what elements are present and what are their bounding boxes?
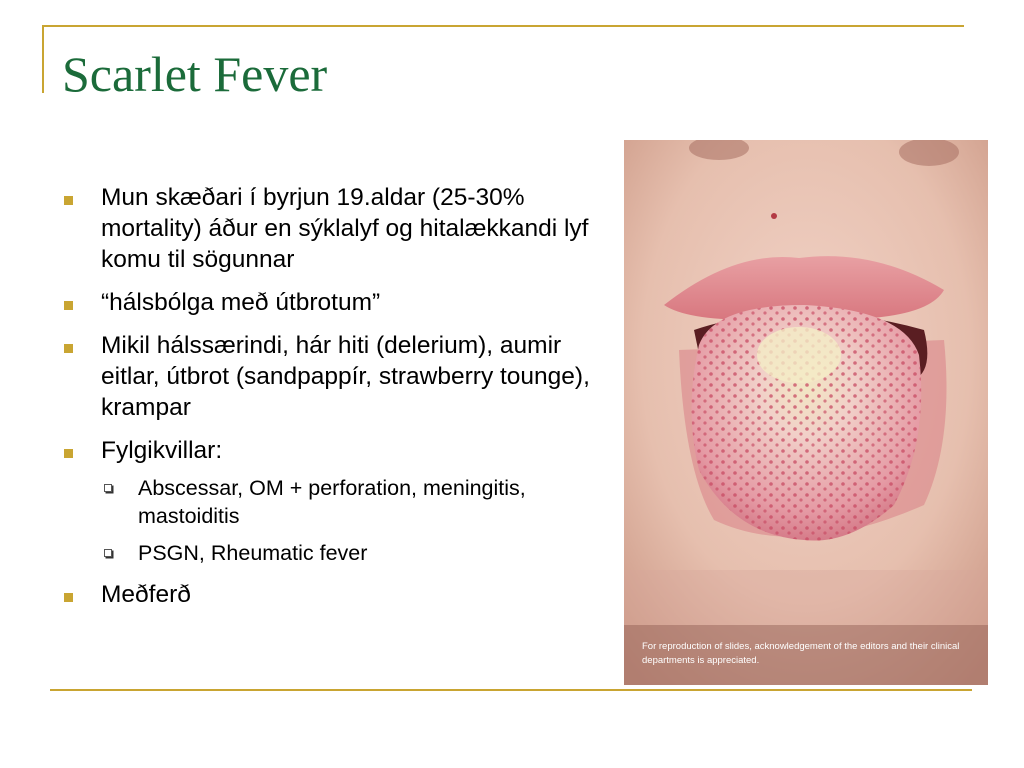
bullet-item (60, 182, 590, 275)
square-bullet-icon (64, 301, 73, 310)
bullet-item (60, 579, 590, 610)
bullet-text: Mun skæðari í byrjun 19.aldar (25-30% mortality) áður en sýklalyf og hitalækkandi lyf komu til sögunnar (101, 184, 589, 273)
square-bullet-icon (64, 593, 73, 602)
bullet-text: Meðferð (101, 581, 191, 608)
bullet-item (60, 287, 590, 318)
sub-bullet-list (101, 474, 590, 567)
hollow-square-bullet-icon (104, 484, 112, 492)
sub-bullet-item (101, 539, 590, 567)
tongue-illustration (624, 140, 988, 685)
frame-line-left (42, 25, 44, 93)
frame-line-bottom (50, 689, 972, 691)
square-bullet-icon (64, 449, 73, 458)
sub-bullet-text: PSGN, Rheumatic fever (138, 541, 368, 565)
bullet-text: “hálsbólga með útbrotum” (101, 289, 381, 316)
square-bullet-icon (64, 344, 73, 353)
sub-bullet-text: Abscessar, OM + perforation, meningitis, mastoiditis (138, 476, 526, 528)
bullet-item (60, 330, 590, 423)
bullet-list (60, 182, 590, 622)
square-bullet-icon (64, 196, 73, 205)
hollow-square-bullet-icon (104, 549, 112, 557)
frame-line-top (44, 25, 964, 27)
strawberry-tongue-photo (624, 140, 988, 685)
sub-bullet-item (101, 474, 590, 530)
photo-caption: For reproduction of slides, acknowledgement of the editors and their clinical departments is appreciated. (642, 641, 960, 666)
bullet-item (60, 435, 590, 567)
bullet-text: Fylgikvillar: (101, 437, 223, 464)
slide-title: Scarlet Fever (62, 46, 328, 102)
bullet-text: Mikil hálssærindi, hár hiti (delerium), aumir eitlar, útbrot (sandpappír, strawberry tounge), krampar (101, 332, 590, 421)
